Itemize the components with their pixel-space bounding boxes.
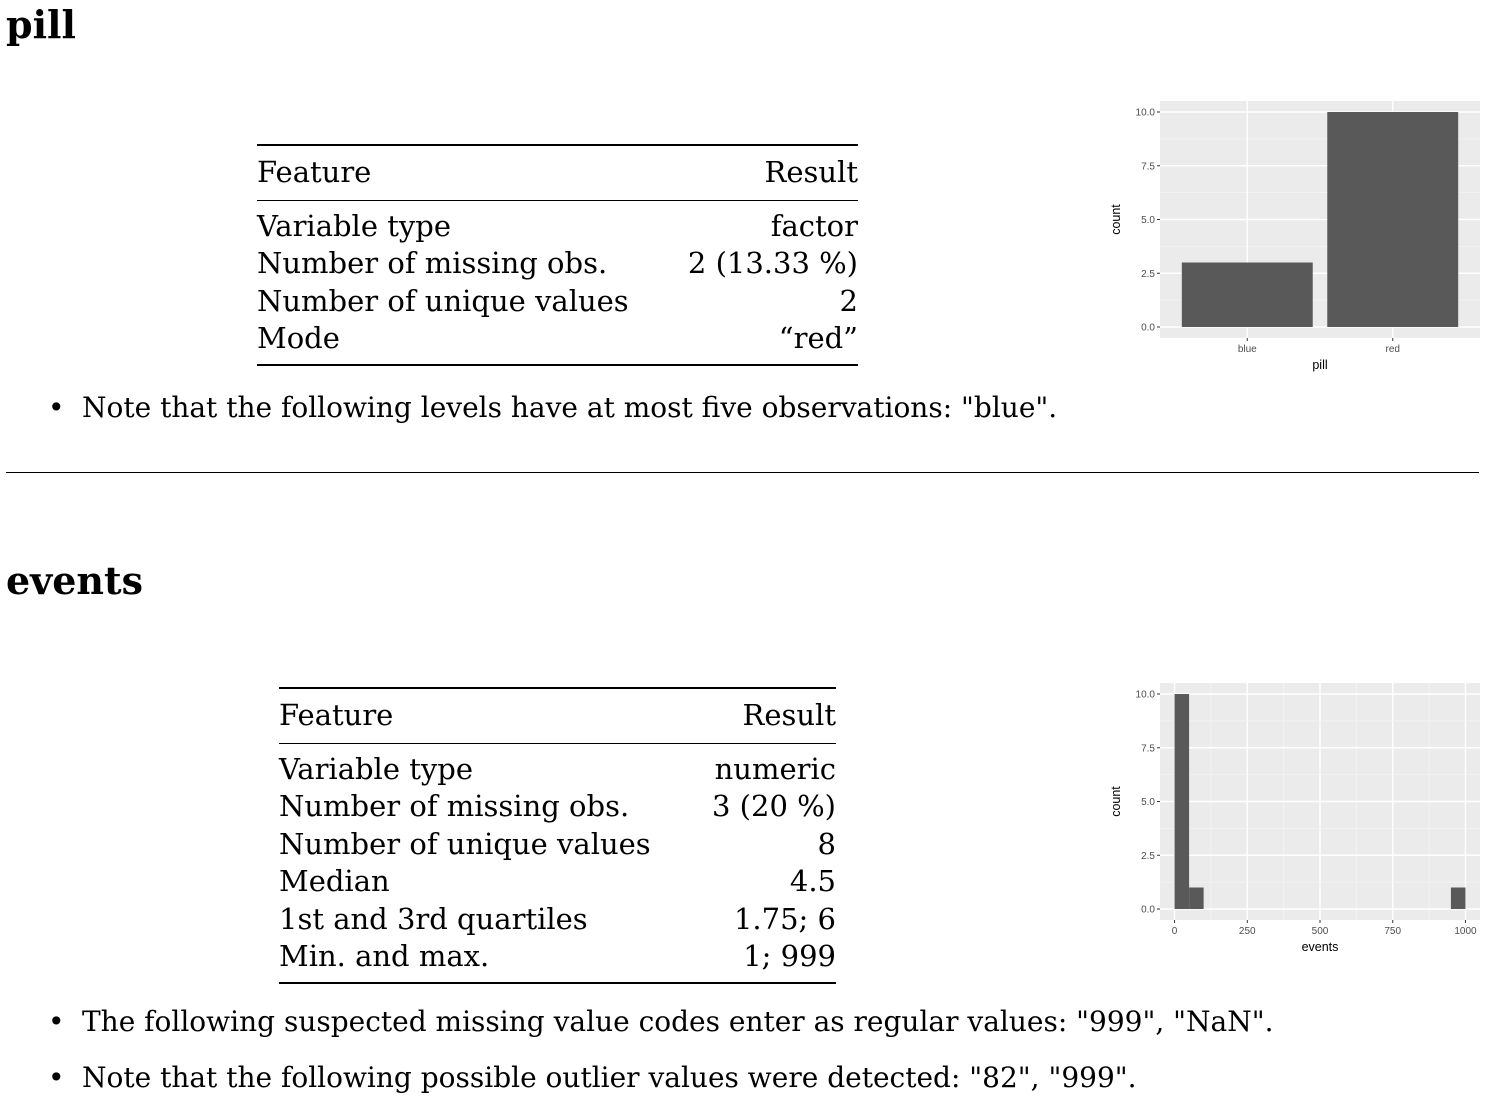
table-row	[279, 788, 836, 826]
x-tick-label: 750	[1384, 926, 1402, 937]
section-divider	[6, 472, 1479, 473]
histogram-bar	[1189, 888, 1204, 910]
y-tick-label: 2.5	[1141, 850, 1155, 862]
table-row	[257, 200, 858, 245]
bar-chart-pill	[1100, 98, 1484, 380]
bar	[1327, 112, 1458, 327]
bullet-icon: •	[48, 391, 65, 424]
result-cell: 4.5	[789, 864, 836, 898]
header-feature: Feature	[257, 145, 669, 200]
x-axis-label: pill	[1312, 358, 1328, 372]
table-header-row	[279, 688, 836, 743]
feature-cell: Median	[279, 864, 390, 898]
header-feature: Feature	[279, 688, 697, 743]
x-tick-label: 1000	[1454, 926, 1477, 937]
y-axis-label: count	[1109, 786, 1123, 817]
note-text: Note that the following possible outlier values were detected: "82", "999".	[82, 1061, 1137, 1094]
table-row	[257, 245, 858, 283]
result-cell: numeric	[714, 751, 836, 786]
summary-table-pill	[257, 144, 858, 366]
feature-cell: Number of missing obs.	[257, 246, 608, 280]
y-tick-label: 0.0	[1141, 322, 1155, 334]
result-cell: 1; 999	[697, 938, 836, 983]
histogram-bar	[1451, 888, 1466, 910]
x-tick-label: 500	[1311, 926, 1329, 937]
y-tick-label: 7.5	[1141, 161, 1155, 173]
bullet-icon: •	[48, 1061, 65, 1094]
y-tick-label: 7.5	[1141, 743, 1155, 755]
feature-cell: Number of unique values	[257, 283, 629, 318]
feature-cell: Number of unique values	[279, 826, 651, 861]
note-text: The following suspected missing value codes enter as regular values: "999", "NaN".	[82, 1005, 1274, 1038]
y-tick-label: 5.0	[1141, 797, 1155, 808]
result-cell: 8	[817, 826, 836, 861]
bar	[1182, 263, 1313, 328]
histogram-events	[1100, 680, 1484, 962]
table-row	[279, 863, 836, 901]
x-tick-label: 250	[1238, 926, 1256, 937]
y-tick-label: 0.0	[1141, 904, 1155, 916]
y-tick-label: 2.5	[1141, 268, 1155, 280]
result-cell: 1.75; 6	[733, 901, 836, 936]
notes-list-events	[44, 1006, 1274, 1094]
result-cell: 3 (20 %)	[712, 789, 836, 823]
notes-list-pill	[44, 392, 1057, 424]
table-row	[257, 320, 858, 365]
feature-cell: Variable type	[257, 208, 451, 243]
summary-table-events	[279, 687, 836, 984]
note-text: Note that the following levels have at most five observations: "blue".	[82, 391, 1058, 424]
result-cell: factor	[770, 208, 858, 243]
feature-cell: Min. and max.	[279, 938, 697, 983]
bullet-icon: •	[48, 1005, 65, 1038]
result-cell: 2	[839, 283, 858, 318]
list-item	[44, 1062, 1274, 1094]
y-tick-label: 5.0	[1141, 215, 1155, 226]
table-row	[279, 901, 836, 939]
table-header-row	[257, 145, 858, 200]
list-item	[44, 1006, 1274, 1038]
x-tick-label: red	[1385, 344, 1400, 355]
table-row	[279, 826, 836, 864]
result-cell: 2 (13.33 %)	[687, 246, 858, 280]
x-tick-label: blue	[1237, 344, 1257, 355]
feature-cell: Mode	[257, 320, 669, 365]
list-item	[44, 392, 1057, 424]
y-tick-label: 10.0	[1135, 107, 1155, 119]
table-row	[257, 283, 858, 321]
result-cell: “red”	[669, 320, 858, 365]
header-result: Result	[669, 145, 858, 200]
table-row	[279, 938, 836, 983]
table-row	[279, 743, 836, 788]
histogram-bar	[1175, 694, 1190, 909]
section-title-events: events	[6, 558, 144, 603]
y-tick-label: 10.0	[1135, 689, 1155, 701]
feature-cell: Number of missing obs.	[279, 789, 630, 823]
y-axis-label: count	[1109, 204, 1123, 235]
header-result: Result	[697, 688, 836, 743]
feature-cell: Variable type	[279, 751, 473, 786]
section-title-pill: pill	[6, 2, 76, 47]
x-tick-label: 0	[1171, 926, 1178, 937]
feature-cell: 1st and 3rd quartiles	[279, 901, 588, 936]
x-axis-label: events	[1301, 940, 1339, 954]
